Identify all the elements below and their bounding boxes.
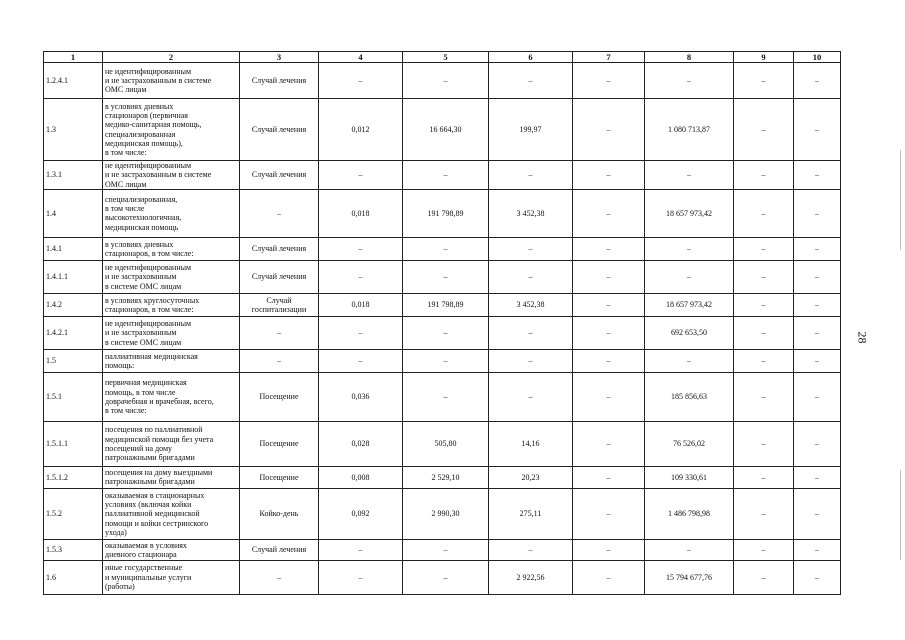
table-cell-col-4: – xyxy=(319,539,403,560)
table-cell-col-10: – xyxy=(794,466,841,488)
table-cell-col-1: 1.5 xyxy=(44,349,103,372)
table-cell-col-6: 2 922,56 xyxy=(489,560,573,594)
table-cell-col-9: – xyxy=(734,260,794,293)
table-cell-col-6: – xyxy=(489,237,573,260)
table-cell-col-3: Койко-день xyxy=(240,488,319,539)
column-header-9: 9 xyxy=(734,52,794,63)
table-cell-col-9: – xyxy=(734,560,794,594)
table-cell-col-7: – xyxy=(573,560,645,594)
table-cell-col-1: 1.3.1 xyxy=(44,161,103,190)
table-cell-col-5: – xyxy=(403,316,489,349)
column-header-6: 6 xyxy=(489,52,573,63)
table-row xyxy=(44,161,841,190)
table-cell-col-6: – xyxy=(489,161,573,190)
table-cell-col-10: – xyxy=(794,63,841,99)
table-cell-col-2: не идентифицированным и не застрахованным в системе ОМС лицам xyxy=(103,316,240,349)
table-cell-col-4: 0,018 xyxy=(319,189,403,237)
table-cell-col-10: – xyxy=(794,189,841,237)
table-cell-col-3: Случай лечения xyxy=(240,161,319,190)
table-cell-col-5: – xyxy=(403,237,489,260)
table-cell-col-8: 18 657 973,42 xyxy=(645,189,734,237)
table-cell-col-3: – xyxy=(240,189,319,237)
table-cell-col-3: Посещение xyxy=(240,421,319,466)
table-row xyxy=(44,560,841,594)
table-cell-col-2: специализированная, в том числе высокотехнологичная, медицинская помощь xyxy=(103,189,240,237)
table-cell-col-2: посещения на дому выездными патронажными бригадами xyxy=(103,466,240,488)
table-cell-col-1: 1.5.3 xyxy=(44,539,103,560)
table-cell-col-1: 1.5.1.1 xyxy=(44,421,103,466)
table-row xyxy=(44,189,841,237)
table-cell-col-9: – xyxy=(734,421,794,466)
table-cell-col-10: – xyxy=(794,99,841,161)
table-row xyxy=(44,63,841,99)
table-cell-col-2: иные государственные и муниципальные услуги (работы) xyxy=(103,560,240,594)
table-cell-col-10: – xyxy=(794,421,841,466)
table-cell-col-9: – xyxy=(734,539,794,560)
table-row xyxy=(44,293,841,316)
table-cell-col-6: – xyxy=(489,316,573,349)
table-cell-col-1: 1.4 xyxy=(44,189,103,237)
table-cell-col-9: – xyxy=(734,161,794,190)
column-header-3: 3 xyxy=(240,52,319,63)
table-cell-col-8: 15 794 677,76 xyxy=(645,560,734,594)
scan-edge-mark xyxy=(900,470,901,560)
table-row xyxy=(44,349,841,372)
table-cell-col-2: первичная медицинская помощь, в том числе доврачебная и врачебная, всего, в том числе: xyxy=(103,372,240,421)
table-cell-col-10: – xyxy=(794,488,841,539)
table-cell-col-9: – xyxy=(734,293,794,316)
table-cell-col-6: 3 452,38 xyxy=(489,293,573,316)
table-cell-col-7: – xyxy=(573,421,645,466)
table-cell-col-3: Случай лечения xyxy=(240,63,319,99)
table-cell-col-6: 275,11 xyxy=(489,488,573,539)
table-cell-col-8: 185 856,63 xyxy=(645,372,734,421)
table-cell-col-9: – xyxy=(734,316,794,349)
scan-edge-mark xyxy=(900,150,901,250)
table-cell-col-1: 1.4.1 xyxy=(44,237,103,260)
table-cell-col-6: 3 452,38 xyxy=(489,189,573,237)
table-cell-col-1: 1.5.2 xyxy=(44,488,103,539)
table-body xyxy=(44,63,841,595)
table-cell-col-8: – xyxy=(645,63,734,99)
table-cell-col-7: – xyxy=(573,316,645,349)
table-cell-col-8: 1 080 713,87 xyxy=(645,99,734,161)
table-cell-col-7: – xyxy=(573,349,645,372)
table-cell-col-4: – xyxy=(319,560,403,594)
table-cell-col-6: 199,97 xyxy=(489,99,573,161)
table-header-row xyxy=(44,52,841,63)
column-header-8: 8 xyxy=(645,52,734,63)
table-cell-col-2: в условиях круглосуточных стационаров, в том числе: xyxy=(103,293,240,316)
table-cell-col-8: – xyxy=(645,237,734,260)
table-cell-col-5: – xyxy=(403,372,489,421)
table-cell-col-1: 1.5.1.2 xyxy=(44,466,103,488)
table-cell-col-5: 191 798,89 xyxy=(403,189,489,237)
table-cell-col-8: – xyxy=(645,161,734,190)
table-cell-col-7: – xyxy=(573,488,645,539)
table-cell-col-8: – xyxy=(645,349,734,372)
table-cell-col-5: 2 529,10 xyxy=(403,466,489,488)
table-cell-col-8: 692 653,50 xyxy=(645,316,734,349)
table-cell-col-3: Посещение xyxy=(240,466,319,488)
column-header-10: 10 xyxy=(794,52,841,63)
table-cell-col-1: 1.4.2 xyxy=(44,293,103,316)
table-cell-col-8: 18 657 973,42 xyxy=(645,293,734,316)
table-cell-col-5: – xyxy=(403,260,489,293)
table-cell-col-7: – xyxy=(573,466,645,488)
table-cell-col-9: – xyxy=(734,466,794,488)
table-cell-col-3: Случай лечения xyxy=(240,260,319,293)
table-row xyxy=(44,539,841,560)
table-cell-col-5: 191 798,89 xyxy=(403,293,489,316)
table-cell-col-10: – xyxy=(794,349,841,372)
table-cell-col-9: – xyxy=(734,372,794,421)
table-cell-col-3: Посещение xyxy=(240,372,319,421)
table-cell-col-5: – xyxy=(403,63,489,99)
table-cell-col-3: – xyxy=(240,316,319,349)
table-cell-col-10: – xyxy=(794,316,841,349)
table-cell-col-6: – xyxy=(489,260,573,293)
table-cell-col-2: не идентифицированным и не застрахованным в системе ОМС лицам xyxy=(103,63,240,99)
table-cell-col-1: 1.6 xyxy=(44,560,103,594)
column-header-4: 4 xyxy=(319,52,403,63)
table-cell-col-7: – xyxy=(573,63,645,99)
table-cell-col-9: – xyxy=(734,488,794,539)
column-header-1: 1 xyxy=(44,52,103,63)
column-header-7: 7 xyxy=(573,52,645,63)
data-table xyxy=(43,51,841,595)
table-cell-col-10: – xyxy=(794,237,841,260)
table-cell-col-3: Случай госпитализации xyxy=(240,293,319,316)
table-cell-col-6: – xyxy=(489,539,573,560)
table-cell-col-10: – xyxy=(794,161,841,190)
table-cell-col-9: – xyxy=(734,237,794,260)
table-cell-col-1: 1.3 xyxy=(44,99,103,161)
table-cell-col-2: в условиях дневных стационаров (первичная медико-санитарная помощь, специализированная медицинская помощь), в том числе: xyxy=(103,99,240,161)
table-cell-col-2: в условиях дневных стационаров, в том числе: xyxy=(103,237,240,260)
table-row xyxy=(44,488,841,539)
table-cell-col-6: – xyxy=(489,349,573,372)
table-cell-col-9: – xyxy=(734,63,794,99)
table-cell-col-4: 0,012 xyxy=(319,99,403,161)
column-header-2: 2 xyxy=(103,52,240,63)
table-row xyxy=(44,372,841,421)
page-number: 28 xyxy=(855,331,870,344)
table-cell-col-1: 1.4.2.1 xyxy=(44,316,103,349)
column-header-5: 5 xyxy=(403,52,489,63)
table-cell-col-5: 16 664,30 xyxy=(403,99,489,161)
table-cell-col-1: 1.2.4.1 xyxy=(44,63,103,99)
table-cell-col-8: 109 330,61 xyxy=(645,466,734,488)
table-cell-col-5: – xyxy=(403,161,489,190)
table-cell-col-4: – xyxy=(319,260,403,293)
table-cell-col-5: – xyxy=(403,349,489,372)
table-cell-col-10: – xyxy=(794,293,841,316)
table-cell-col-3: Случай лечения xyxy=(240,237,319,260)
table-cell-col-7: – xyxy=(573,189,645,237)
table-cell-col-1: 1.5.1 xyxy=(44,372,103,421)
table-cell-col-7: – xyxy=(573,161,645,190)
table-cell-col-10: – xyxy=(794,260,841,293)
table-cell-col-5: 2 990,30 xyxy=(403,488,489,539)
table-cell-col-8: – xyxy=(645,539,734,560)
table-cell-col-4: – xyxy=(319,349,403,372)
table-cell-col-4: – xyxy=(319,161,403,190)
table-cell-col-1: 1.4.1.1 xyxy=(44,260,103,293)
table-cell-col-9: – xyxy=(734,189,794,237)
table-cell-col-10: – xyxy=(794,560,841,594)
table-cell-col-5: – xyxy=(403,539,489,560)
table-cell-col-7: – xyxy=(573,99,645,161)
table-cell-col-7: – xyxy=(573,372,645,421)
table-cell-col-6: – xyxy=(489,372,573,421)
table-row xyxy=(44,99,841,161)
table-row xyxy=(44,237,841,260)
table-row xyxy=(44,260,841,293)
table-cell-col-4: 0,092 xyxy=(319,488,403,539)
table-cell-col-3: Случай лечения xyxy=(240,99,319,161)
table-cell-col-2: не идентифицированным и не застрахованным в системе ОМС лицам xyxy=(103,161,240,190)
table-cell-col-8: 1 486 798,98 xyxy=(645,488,734,539)
table-cell-col-3: – xyxy=(240,560,319,594)
table-cell-col-6: – xyxy=(489,63,573,99)
table-cell-col-7: – xyxy=(573,260,645,293)
table-cell-col-10: – xyxy=(794,372,841,421)
table-cell-col-4: 0,018 xyxy=(319,293,403,316)
table-cell-col-2: посещения по паллиативной медицинской помощи без учета посещений на дому патронажными бригадами xyxy=(103,421,240,466)
table-cell-col-3: Случай лечения xyxy=(240,539,319,560)
table-cell-col-9: – xyxy=(734,99,794,161)
table-cell-col-8: – xyxy=(645,260,734,293)
table-cell-col-4: 0,036 xyxy=(319,372,403,421)
table-cell-col-9: – xyxy=(734,349,794,372)
table-cell-col-7: – xyxy=(573,237,645,260)
table-cell-col-2: оказываемая в стационарных условиях (включая койки паллиативной медицинской помощи и койки сестринского ухода) xyxy=(103,488,240,539)
table-cell-col-4: – xyxy=(319,316,403,349)
table-cell-col-2: не идентифицированным и не застрахованным в системе ОМС лицам xyxy=(103,260,240,293)
table-row xyxy=(44,316,841,349)
table-cell-col-6: 20,23 xyxy=(489,466,573,488)
table-cell-col-2: паллиативная медицинская помощь: xyxy=(103,349,240,372)
table-cell-col-6: 14,16 xyxy=(489,421,573,466)
table-cell-col-5: 505,80 xyxy=(403,421,489,466)
table-cell-col-4: 0,008 xyxy=(319,466,403,488)
table-row xyxy=(44,466,841,488)
table-cell-col-4: – xyxy=(319,237,403,260)
table-cell-col-4: 0,028 xyxy=(319,421,403,466)
table-cell-col-7: – xyxy=(573,539,645,560)
table-cell-col-5: – xyxy=(403,560,489,594)
table-cell-col-4: – xyxy=(319,63,403,99)
table-cell-col-8: 76 526,02 xyxy=(645,421,734,466)
table-cell-col-2: оказываемая в условиях дневного стационара xyxy=(103,539,240,560)
table-cell-col-10: – xyxy=(794,539,841,560)
table-row xyxy=(44,421,841,466)
table-cell-col-3: – xyxy=(240,349,319,372)
table-cell-col-7: – xyxy=(573,293,645,316)
